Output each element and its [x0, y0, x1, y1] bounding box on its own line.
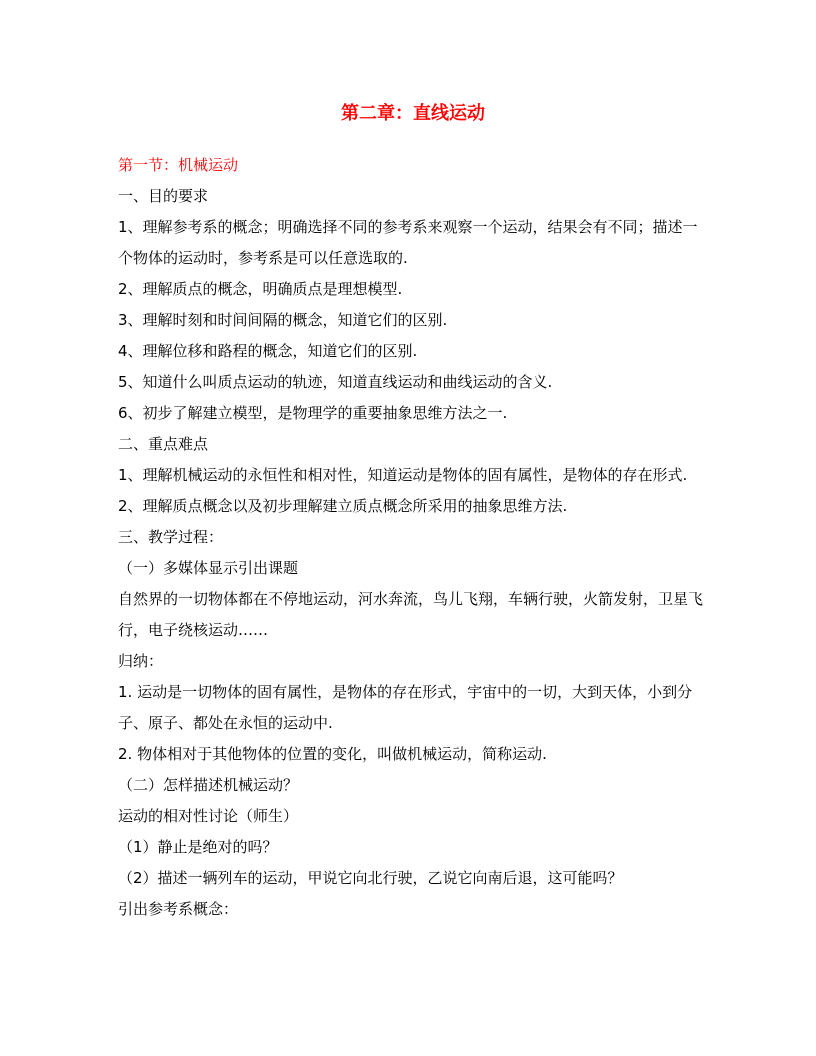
- subheading-describe-motion: （二）怎样描述机械运动？: [118, 776, 299, 794]
- objective-6: 6、初步了解建立模型，是物理学的重要抽象思维方法之一.: [118, 404, 508, 422]
- summary-1: 1. 运动是一切物体的固有属性，是物体的存在形式，宇宙中的一切，大到天体，小到分子、原子、都处在永恒的运动中.: [118, 683, 693, 732]
- question-1: （1）静止是绝对的吗？: [118, 838, 278, 856]
- section-title: 第一节：机械运动: [118, 156, 239, 174]
- heading-teaching-process: 三、教学过程：: [118, 528, 224, 546]
- heading-key-points: 二、重点难点: [118, 435, 209, 453]
- subheading-multimedia: （一）多媒体显示引出课题: [118, 559, 299, 577]
- summary-2: 2. 物体相对于其他物体的位置的变化，叫做机械运动，简称运动.: [118, 745, 547, 763]
- key-point-1: 1、理解机械运动的永恒性和相对性，知道运动是物体的固有属性，是物体的存在形式.: [118, 466, 688, 484]
- document-page: [118, 100, 708, 925]
- label-summary: 归纳：: [118, 652, 164, 670]
- key-point-2: 2、理解质点概念以及初步理解建立质点概念所采用的抽象思维方法.: [118, 497, 568, 515]
- paragraph-reference-frame: 引出参考系概念：: [118, 900, 239, 918]
- paragraph-relativity-discussion: 运动的相对性讨论（师生）: [118, 807, 299, 825]
- chapter-title: 第二章：直线运动: [341, 103, 485, 124]
- heading-objectives: 一、目的要求: [118, 187, 209, 205]
- objective-2: 2、理解质点的概念，明确质点是理想模型.: [118, 280, 403, 298]
- objective-1: 1、理解参考系的概念；明确选择不同的参考系来观察一个运动，结果会有不同；描述一个物体的运动时，参考系是可以任意选取的.: [118, 218, 698, 267]
- objective-5: 5、知道什么叫质点运动的轨迹，知道直线运动和曲线运动的含义.: [118, 373, 553, 391]
- objective-4: 4、理解位移和路程的概念，知道它们的区别.: [118, 342, 418, 360]
- question-2: （2）描述一辆列车的运动，甲说它向北行驶，乙说它向南后退，这可能吗？: [118, 869, 623, 887]
- paragraph-nature-motion: 自然界的一切物体都在不停地运动，河水奔流，鸟儿飞翔，车辆行驶，火箭发射，卫星飞行，电子绕核运动……: [118, 590, 704, 639]
- objective-3: 3、理解时刻和时间间隔的概念，知道它们的区别.: [118, 311, 448, 329]
